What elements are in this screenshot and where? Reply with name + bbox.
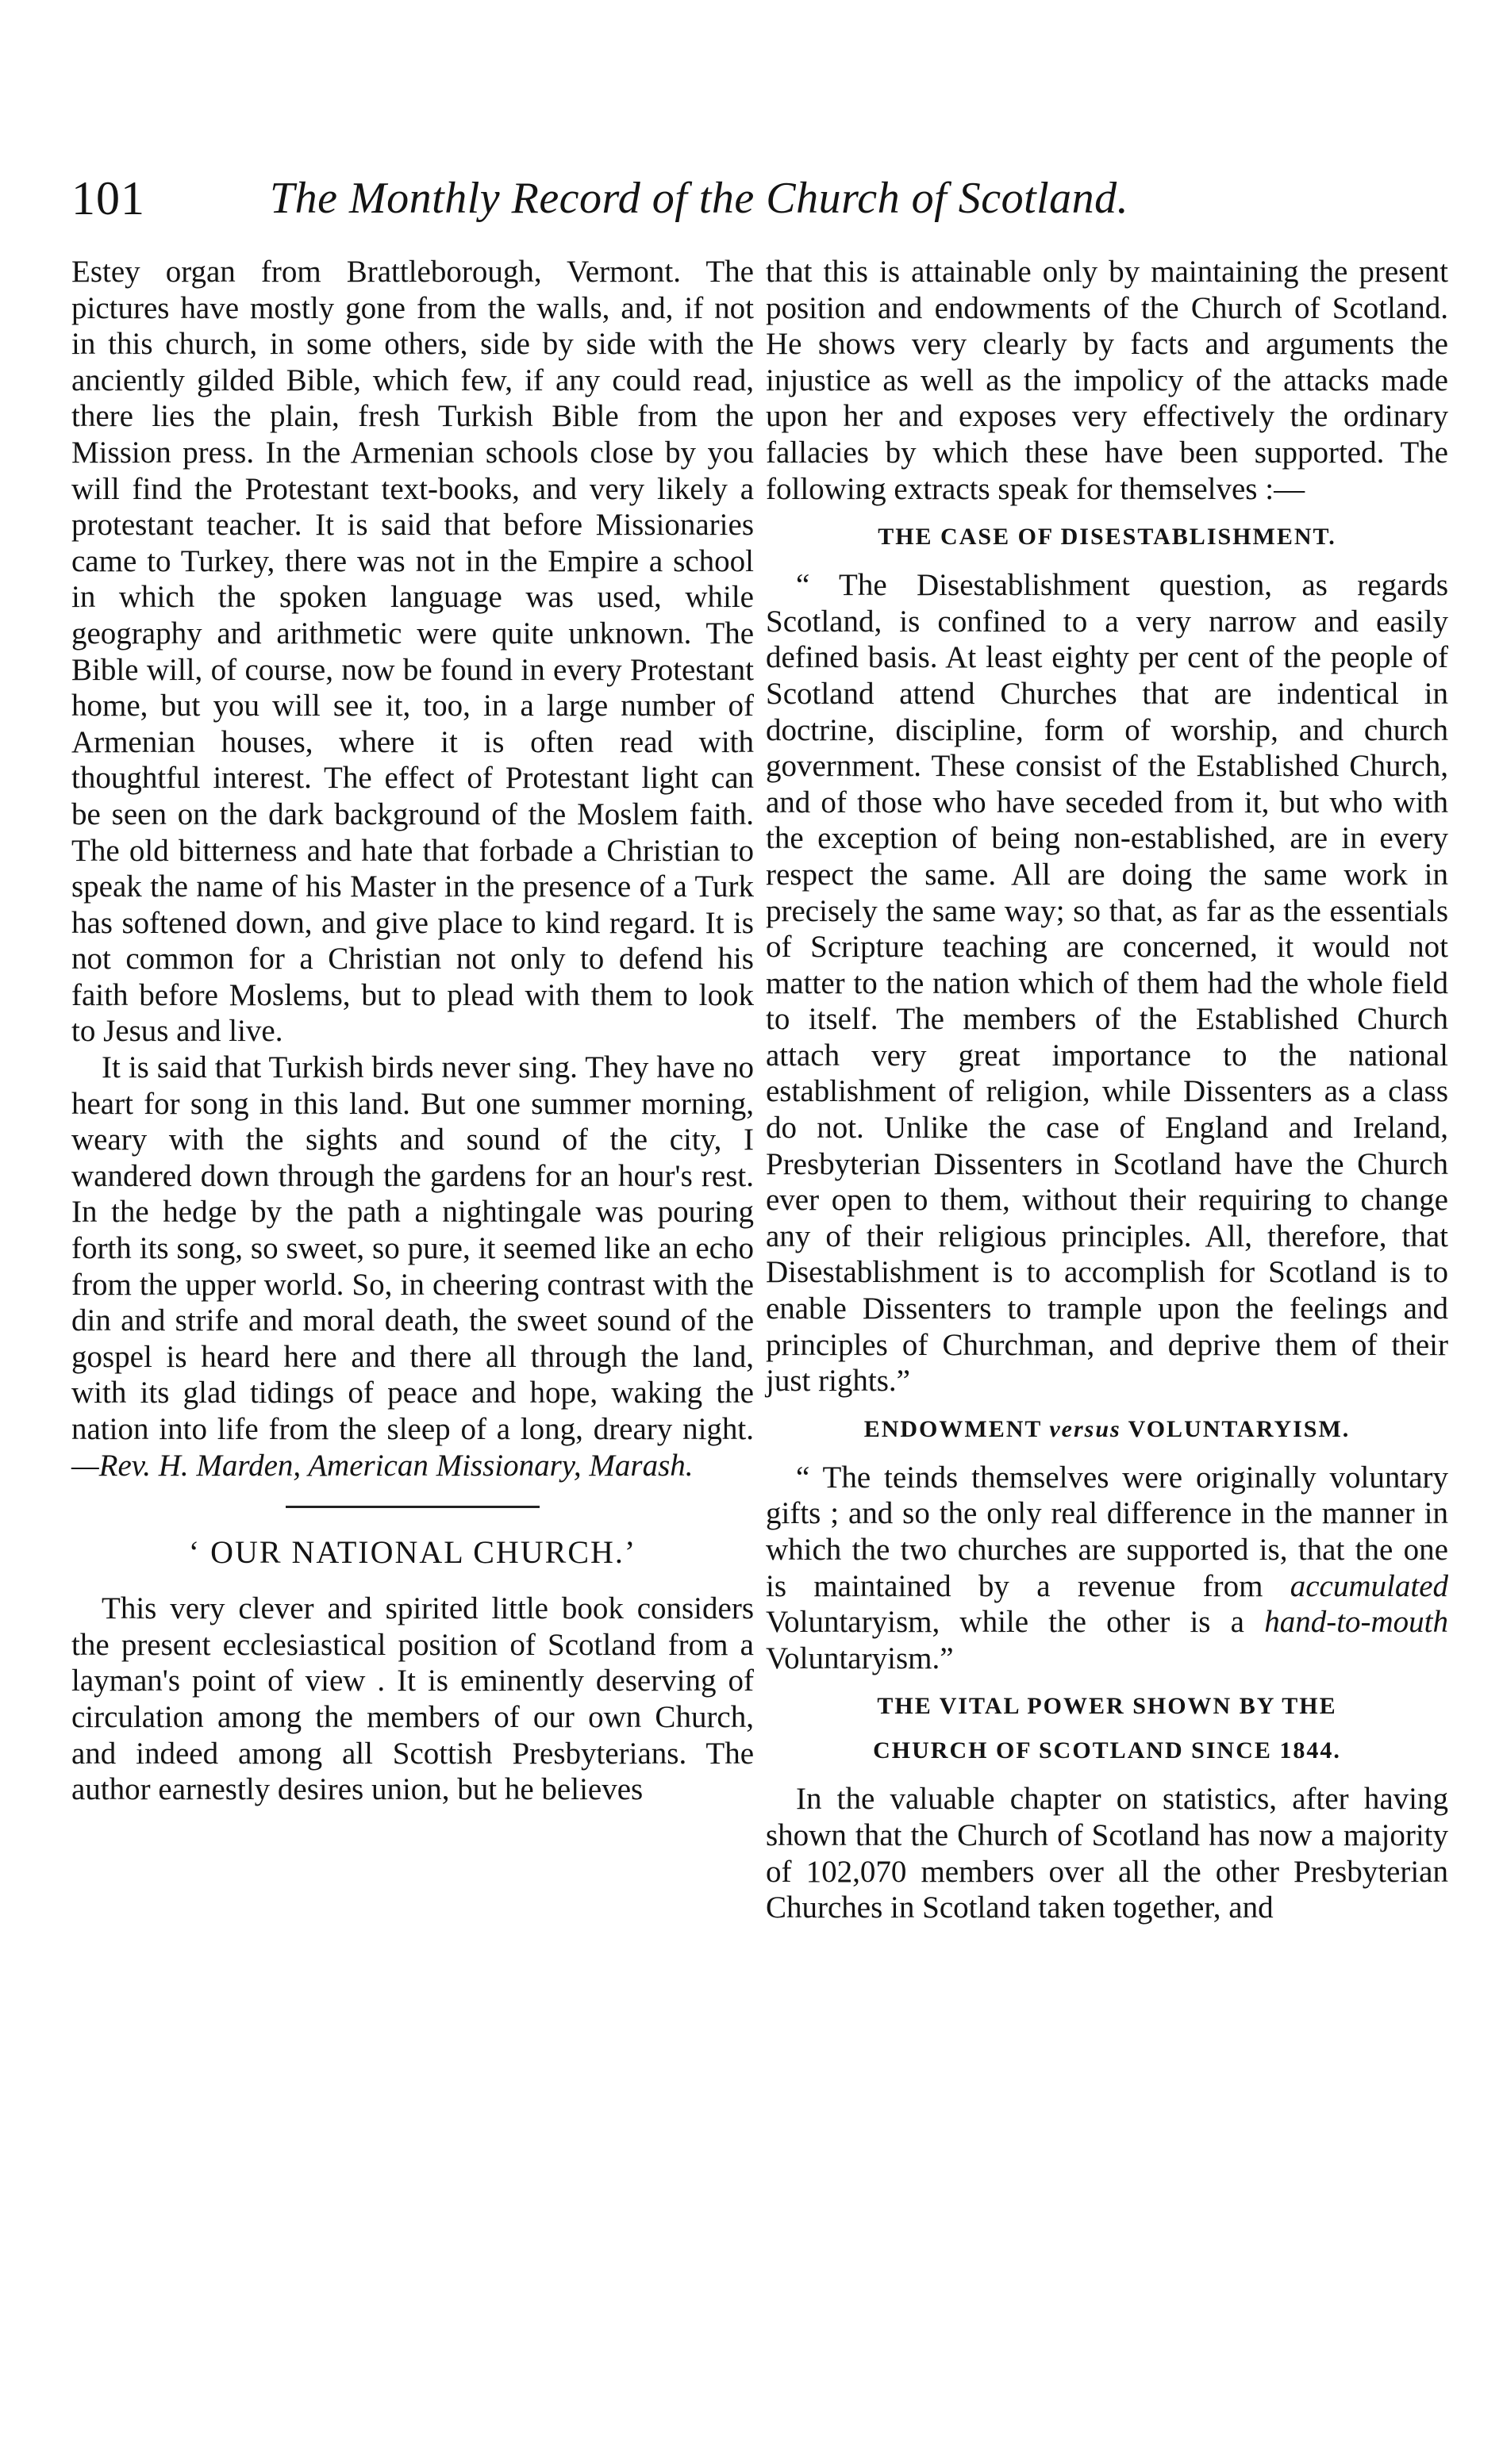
right-paragraph-3 — [766, 1460, 1448, 1677]
subheading-endowment-b: VOLUNTARYISM. — [1128, 1415, 1351, 1442]
subheading-disestablishment: THE CASE OF DISESTABLISHMENT. — [878, 524, 1336, 551]
teinds-text-a: “ The teinds themselves were originally voluntary gifts ; and so the only real difference in the manner in which the two churches are supported is, that the one is maintained by a revenue from — [766, 1460, 1448, 1603]
teinds-emphasis-2: hand-to-mouth — [1264, 1605, 1449, 1640]
section-divider — [286, 1506, 540, 1508]
running-title: The Monthly Record of the Church of Scotland. — [270, 174, 1129, 223]
teinds-text-c: Voluntaryism.” — [766, 1641, 954, 1675]
subheading-vital-power-line-2: CHURCH OF SCOTLAND SINCE 1844. — [873, 1737, 1341, 1764]
subheading-endowment-a: ENDOWMENT — [863, 1415, 1042, 1442]
subheading-endowment — [766, 1407, 1448, 1452]
left-paragraph-2 — [71, 1050, 754, 1483]
nightingale-text: It is said that Turkish birds never sing. They have no heart for song in this land. But one summer morning, weary with the sights and sound of the city, I wandered down through the gardens for an hour's rest. In the hedge by the path a nightingale was pouring forth its song, so sweet, so pure, it seemed like an echo from the upper world. So, in cheering contrast with the din and strife and moral death, the sweet sound of the gospel is heard here and there all through the land, with its glad tidings of peace and hope, waking the nation into life from the sleep of a long, dreary night. — [71, 1050, 754, 1446]
teinds-text-b: Voluntaryism, while the other is a — [766, 1605, 1244, 1640]
left-paragraph-1: Estey organ from Brattleborough, Vermont. The pictures have mostly gone from the walls, and, if not in this church, in some others, side by side with the anciently gilded Bible, which few, if any could read, there lies the plain, fresh Turkish Bible from the Mission press. In the Armenian schools close by you will find the Protestant text-books, and very likely a protestant teacher. It is said that before Missionaries came to Turkey, there was not in the Empire a school in which the spoken language was used, while geography and arithmetic were quite unknown. The Bible will, of course, now be found in every Protestant home, but you will see it, too, in a large number of Armenian houses, where it is often read with thoughtful interest. The effect of Protestant light can be seen on the dark background of the Moslem faith. The old bitterness and hate that forbade a Christian to speak the name of his Master in the presence of a Turk has softened down, and give place to kind regard. It is not common for a Christian not only to defend his faith before Moslems, but to plead with them to look to Jesus and live. — [71, 255, 754, 1049]
section-title: ‘ OUR NATIONAL CHURCH.’ — [188, 1534, 637, 1571]
subheading-versus: versus — [1049, 1415, 1121, 1442]
subheading-vital-power — [766, 1684, 1448, 1773]
right-paragraph-4: In the valuable chapter on statistics, after having shown that the Church of Scotland has now a majority of 102,070 members over all the other Presbyterian Churches in Scotland taken together, and — [766, 1782, 1448, 1925]
left-paragraph-3: This very clever and spirited little book considers the present ecclesiastical position of Scotland from a layman's point of view . It is eminently deserving of circulation among the members of our own Church, and indeed among all Scottish Presbyterians. The author earnestly desires union, but he believes — [71, 1591, 754, 1807]
right-paragraph-1: that this is attainable only by maintaining the present position and endowments of the Church of Scotland. He shows very clearly by facts and arguments the injustice as well as the impolicy of the attacks made upon her and exposes very effectively the ordinary fallacies by which these have been supported. The following extracts speak for themselves :— — [766, 255, 1448, 506]
article-signature: —Rev. H. Marden, American Missionary, Marash. — [71, 1448, 694, 1483]
page-number: 101 — [71, 172, 145, 225]
right-paragraph-2: “ The Disestablishment question, as regards Scotland, is confined to a very narrow and easily defined basis. At least eighty per cent of the people of Scotland attend Churches that are indentical in doctrine, discipline, form of worship, and church government. These consist of the Established Church, and of those who have seceded from it, but who with the exception of being non-established, are in every respect the same. All are doing the same work in precisely the same way; so that, as far as the essentials of Scripture teaching are concerned, it would not matter to the nation which of them had the whole field to itself. The members of the Established Church attach very great importance to the national establishment of religion, while Dissenters as a class do not. Unlike the case of England and Ireland, Presbyterian Dissenters in Scotland have the Church ever open to them, without their requiring to change any of their religious principles. All, therefore, that Disestablishment is to accomplish for Scotland is to enable Dissenters to trample upon the feelings and principles of Churchman, and deprive them of their just rights.” — [766, 568, 1448, 1399]
page-header — [63, 167, 1444, 230]
subheading-vital-power-line-1: THE VITAL POWER SHOWN BY THE — [877, 1693, 1337, 1720]
right-column — [766, 254, 1448, 1926]
left-column — [71, 254, 754, 1808]
teinds-emphasis-1: accumulated — [1290, 1568, 1449, 1603]
